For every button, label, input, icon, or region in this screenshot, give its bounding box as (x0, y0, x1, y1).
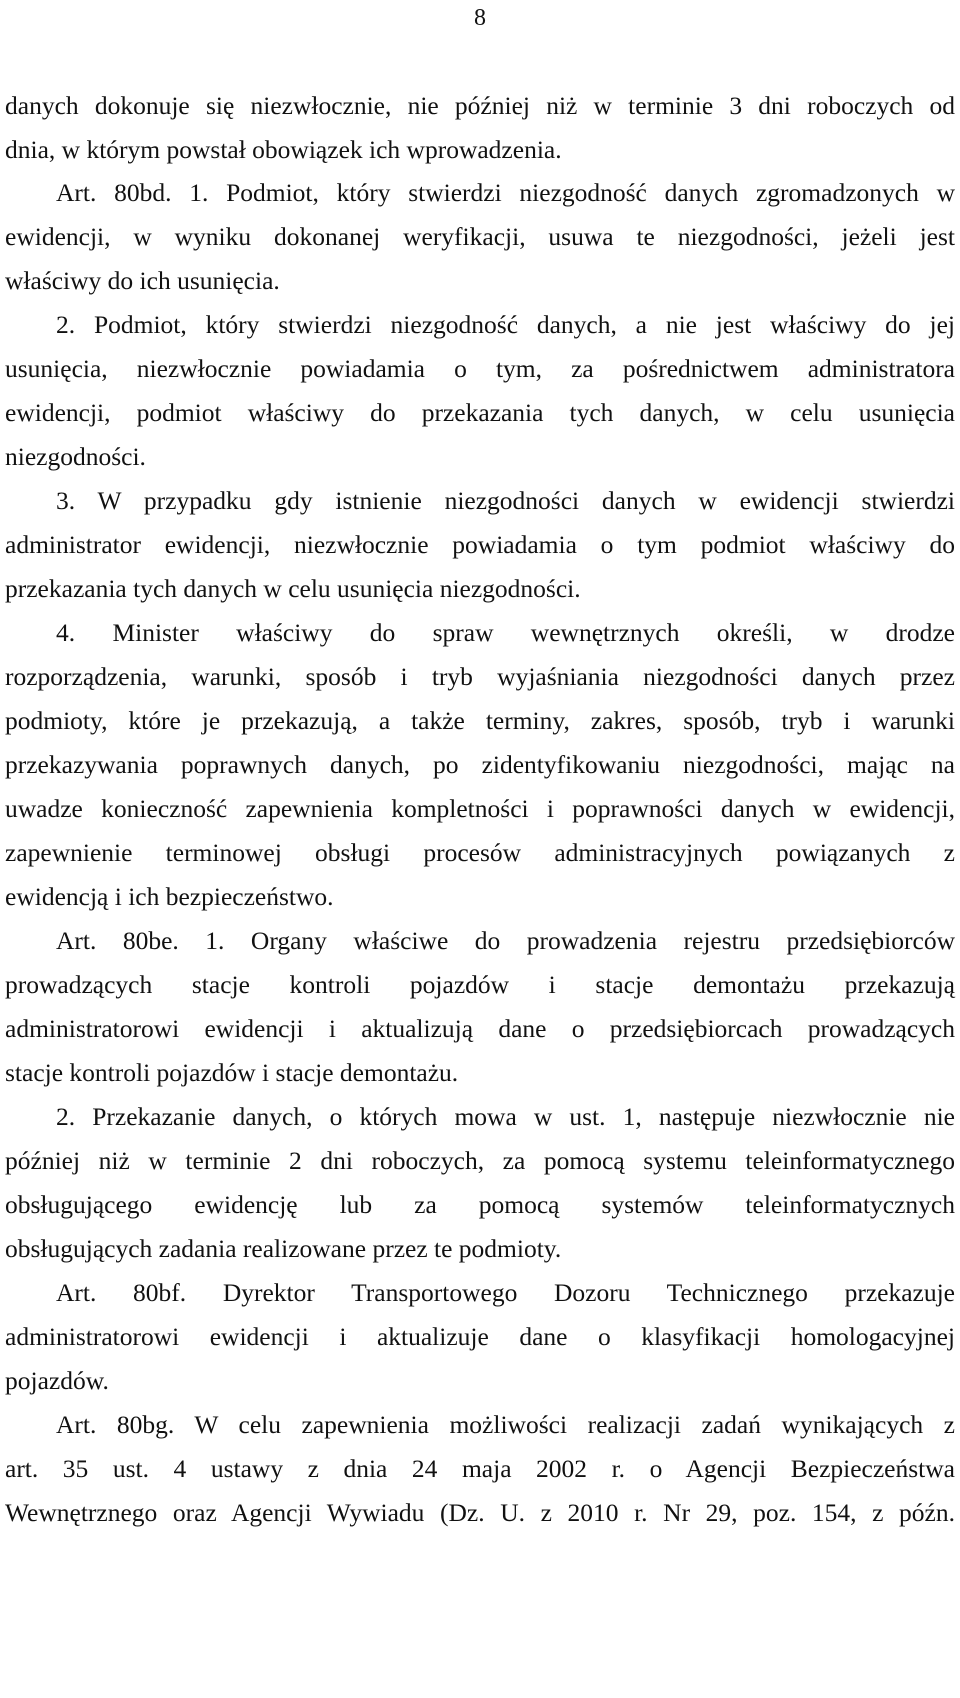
text-line: 3. W przypadku gdy istnienie niezgodności danych w ewidencji stwierdzi (56, 486, 955, 515)
text-line: Wewnętrznego oraz Agencji Wywiadu (Dz. U. z 2010 r. Nr 29, poz. 154, z późn. (5, 1498, 955, 1527)
text-line: przekazywania poprawnych danych, po zidentyfikowaniu niezgodności, mając na (5, 750, 955, 779)
text-line: uwadze konieczność zapewnienia kompletności i poprawności danych w ewidencji, (5, 794, 955, 823)
text-line: ewidencją i ich bezpieczeństwo. (5, 882, 334, 911)
text-line: zapewnienie terminowej obsługi procesów administracyjnych powiązanych z (5, 838, 955, 867)
text-line: usunięcia, niezwłocznie powiadamia o tym, za pośrednictwem administratora (5, 354, 955, 383)
text-line: Art. 80bf. Dyrektor Transportowego Dozoru Technicznego przekazuje (56, 1278, 955, 1307)
text-line: ewidencji, w wyniku dokonanej weryfikacji, usuwa te niezgodności, jeżeli jest (5, 222, 955, 251)
text-line: właściwy do ich usunięcia. (5, 266, 280, 295)
text-line: art. 35 ust. 4 ustawy z dnia 24 maja 2002 r. o Agencji Bezpieczeństwa (5, 1454, 955, 1483)
text-line: obsługującego ewidencję lub za pomocą systemów teleinformatycznych (5, 1190, 955, 1219)
text-line: 2. Przekazanie danych, o których mowa w ust. 1, następuje niezwłocznie nie (56, 1102, 955, 1131)
text-line: stacje kontroli pojazdów i stacje demontażu. (5, 1058, 459, 1087)
text-line: administrator ewidencji, niezwłocznie powiadamia o tym podmiot właściwy do (5, 530, 955, 559)
text-line: Art. 80bg. W celu zapewnienia możliwości realizacji zadań wynikających z (56, 1410, 955, 1439)
text-line: pojazdów. (5, 1366, 109, 1395)
text-line: ewidencji, podmiot właściwy do przekazania tych danych, w celu usunięcia (5, 398, 955, 427)
text-line: przekazania tych danych w celu usunięcia niezgodności. (5, 574, 581, 603)
text-line: dnia, w którym powstał obowiązek ich wprowadzenia. (5, 135, 562, 164)
text-line: rozporządzenia, warunki, sposób i tryb wyjaśniania niezgodności danych przez (5, 662, 955, 691)
text-line: 4. Minister właściwy do spraw wewnętrznych określi, w drodze (56, 618, 955, 647)
text-line: później niż w terminie 2 dni roboczych, za pomocą systemu teleinformatycznego (5, 1146, 955, 1175)
text-line: podmioty, które je przekazują, a także terminy, zakres, sposób, tryb i warunki (5, 706, 955, 735)
page-number: 8 (474, 5, 486, 31)
text-line: administratorowi ewidencji i aktualizuje dane o klasyfikacji homologacyjnej (5, 1322, 955, 1351)
text-line: danych dokonuje się niezwłocznie, nie później niż w terminie 3 dni roboczych od (5, 91, 955, 120)
text-line: Art. 80be. 1. Organy właściwe do prowadzenia rejestru przedsiębiorców (56, 926, 955, 955)
text-line: obsługujących zadania realizowane przez te podmioty. (5, 1234, 562, 1263)
text-line: administratorowi ewidencji i aktualizują dane o przedsiębiorcach prowadzących (5, 1014, 955, 1043)
text-line: 2. Podmiot, który stwierdzi niezgodność danych, a nie jest właściwy do jej (56, 310, 955, 339)
text-line: niezgodności. (5, 442, 146, 471)
text-line: Art. 80bd. 1. Podmiot, który stwierdzi niezgodność danych zgromadzonych w (56, 178, 955, 207)
text-line: prowadzących stacje kontroli pojazdów i stacje demontażu przekazują (5, 970, 955, 999)
